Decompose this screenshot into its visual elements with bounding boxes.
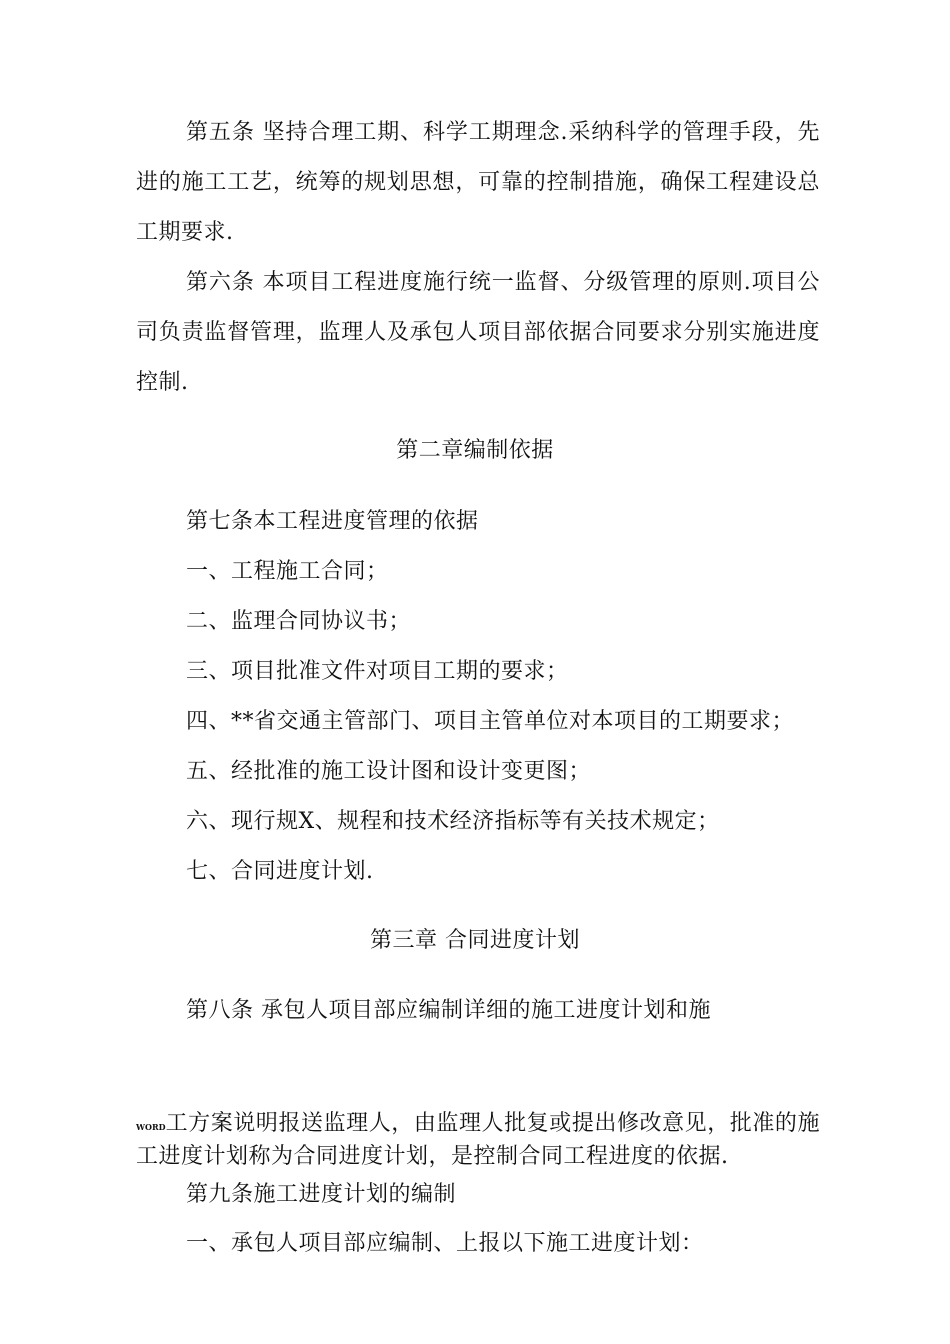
article-7-item-6: 六、现行规X、规程和技术经济指标等有关技术规定；	[186, 809, 720, 834]
word-page-mark: WORD	[136, 1122, 166, 1132]
article-6: 第六条 本项目工程进度施行统一监督、分级管理的原则.项目公司负责监督管理，监理人及承包人项目部依据合同要求分别实施进度控制.	[136, 270, 820, 395]
article-9-item-1: 一、承包人项目部应编制、上报以下施工进度计划：	[186, 1231, 704, 1256]
article-9-title: 第九条施工进度计划的编制	[186, 1182, 457, 1207]
article-7-item-7: 七、合同进度计划.	[186, 859, 374, 884]
article-8-first-line: 第八条 承包人项目部应编制详细的施工进度计划和施	[186, 998, 711, 1023]
chapter-2-heading: 第二章编制依据	[396, 438, 554, 463]
article-8-continuation-text: 工方案说明报送监理人，由监理人批复或提出修改意见，批准的施工进度计划称为合同进度计划，是控制合同工程进度的依据.	[136, 1111, 820, 1169]
article-7-item-2: 二、监理合同协议书；	[186, 609, 412, 634]
article-7-item-3: 三、项目批准文件对项目工期的要求；	[186, 659, 569, 684]
article-7-item-1: 一、工程施工合同；	[186, 559, 389, 584]
article-5: 第五条 坚持合理工期、科学工期理念.采纳科学的管理手段，先进的施工工艺，统筹的规划思想，可靠的控制措施，确保工程建设总工期要求.	[136, 120, 820, 245]
article-8-continuation	[136, 1109, 820, 1172]
chapter-3-heading: 第三章 合同进度计划	[370, 928, 580, 953]
article-7-title: 第七条本工程进度管理的依据	[186, 509, 479, 534]
article-7-item-4: 四、**省交通主管部门、项目主管单位对本项目的工期要求；	[186, 709, 795, 734]
article-7-item-5: 五、经批准的施工设计图和设计变更图；	[186, 759, 592, 784]
